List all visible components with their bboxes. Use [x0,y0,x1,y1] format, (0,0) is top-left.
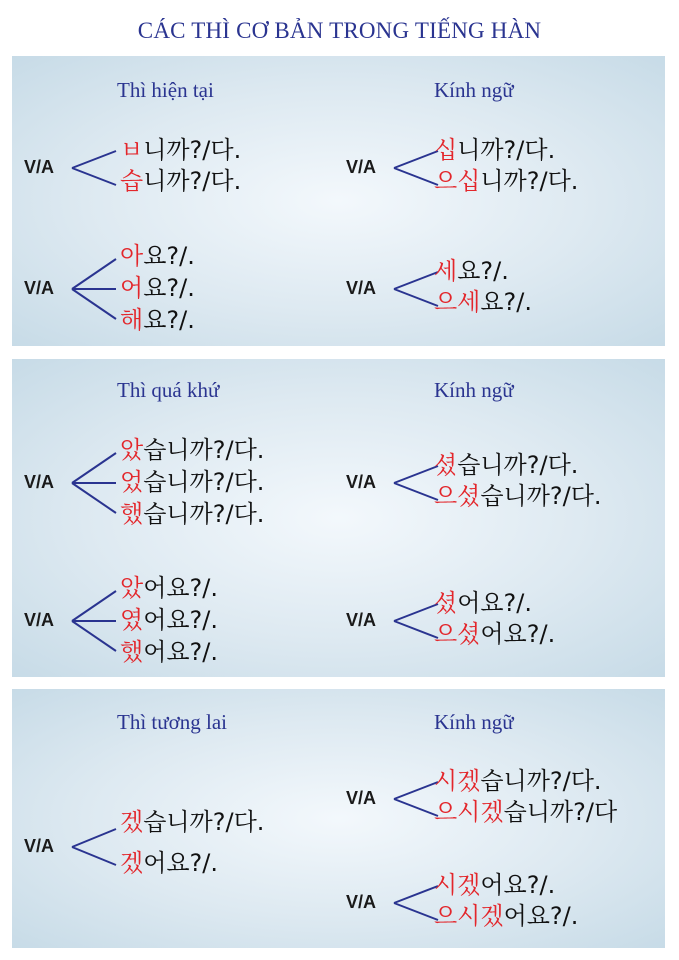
ending-line: 해요?/. [120,306,195,334]
present-tense-heading: Thì hiện tại [117,78,214,102]
ending-line: 으셨어요?/. [434,620,556,648]
bracket-icon [390,769,440,829]
ending-line: 십니까?/다. [434,136,556,164]
ending-line: 셨어요?/. [434,589,533,617]
present-honorific-heading: Kính ngữ [434,78,514,102]
ending-line: 세요?/. [434,257,509,285]
future-tense-heading: Thì tương lai [117,710,227,734]
ending-line: 어요?/. [120,274,195,302]
ending-line: 시겠어요?/. [434,871,556,899]
ending-line: 으세요?/. [434,288,533,316]
past-tense-panel [12,359,665,677]
ending-line: 으십니까?/다. [434,167,579,195]
past-tense-heading: Thì quá khứ [117,378,220,402]
past-honorific-heading: Kính ngữ [434,378,514,402]
ending-line: 했어요?/. [120,638,219,666]
ending-line: 으셨습니까?/다. [434,482,602,510]
ending-line: 으시겠어요?/. [434,902,579,930]
bracket-icon [390,259,440,319]
stem-label: V/A [346,157,377,177]
ending-line: 시겠습니까?/다. [434,767,602,795]
bracket-icon [68,443,118,523]
ending-line: 았습니까?/다. [120,436,265,464]
bracket-icon [390,138,440,198]
ending-line: 셨습니까?/다. [434,451,579,479]
stem-label: V/A [24,157,55,177]
stem-label: V/A [24,278,55,298]
stem-label: V/A [24,836,55,856]
ending-line: 아요?/. [120,242,195,270]
stem-label: V/A [24,472,55,492]
ending-line: 겠습니까?/다. [120,808,265,836]
stem-label: V/A [346,788,377,808]
ending-line: 았어요?/. [120,574,219,602]
bracket-icon [68,249,118,329]
stem-label: V/A [346,472,377,492]
ending-line: 했습니까?/다. [120,500,265,528]
stem-label: V/A [346,278,377,298]
bracket-icon [390,591,440,651]
bracket-icon [68,581,118,661]
bracket-icon [68,138,118,198]
ending-line: ㅂ니까?/다. [120,136,242,164]
bracket-icon [390,453,440,513]
stem-label: V/A [346,892,377,912]
ending-line: 으시겠습니까?/다 [434,798,618,826]
stem-label: V/A [346,610,377,630]
ending-line: 였어요?/. [120,606,219,634]
ending-line: 었습니까?/다. [120,468,265,496]
present-tense-panel [12,56,665,346]
bracket-icon [68,817,118,877]
future-honorific-heading: Kính ngữ [434,710,514,734]
future-tense-panel [12,689,665,948]
ending-line: 겠어요?/. [120,849,219,877]
bracket-icon [390,873,440,933]
page-title: CÁC THÌ CƠ BẢN TRONG TIẾNG HÀN [137,18,542,43]
stem-label: V/A [24,610,55,630]
ending-line: 습니까?/다. [120,167,242,195]
